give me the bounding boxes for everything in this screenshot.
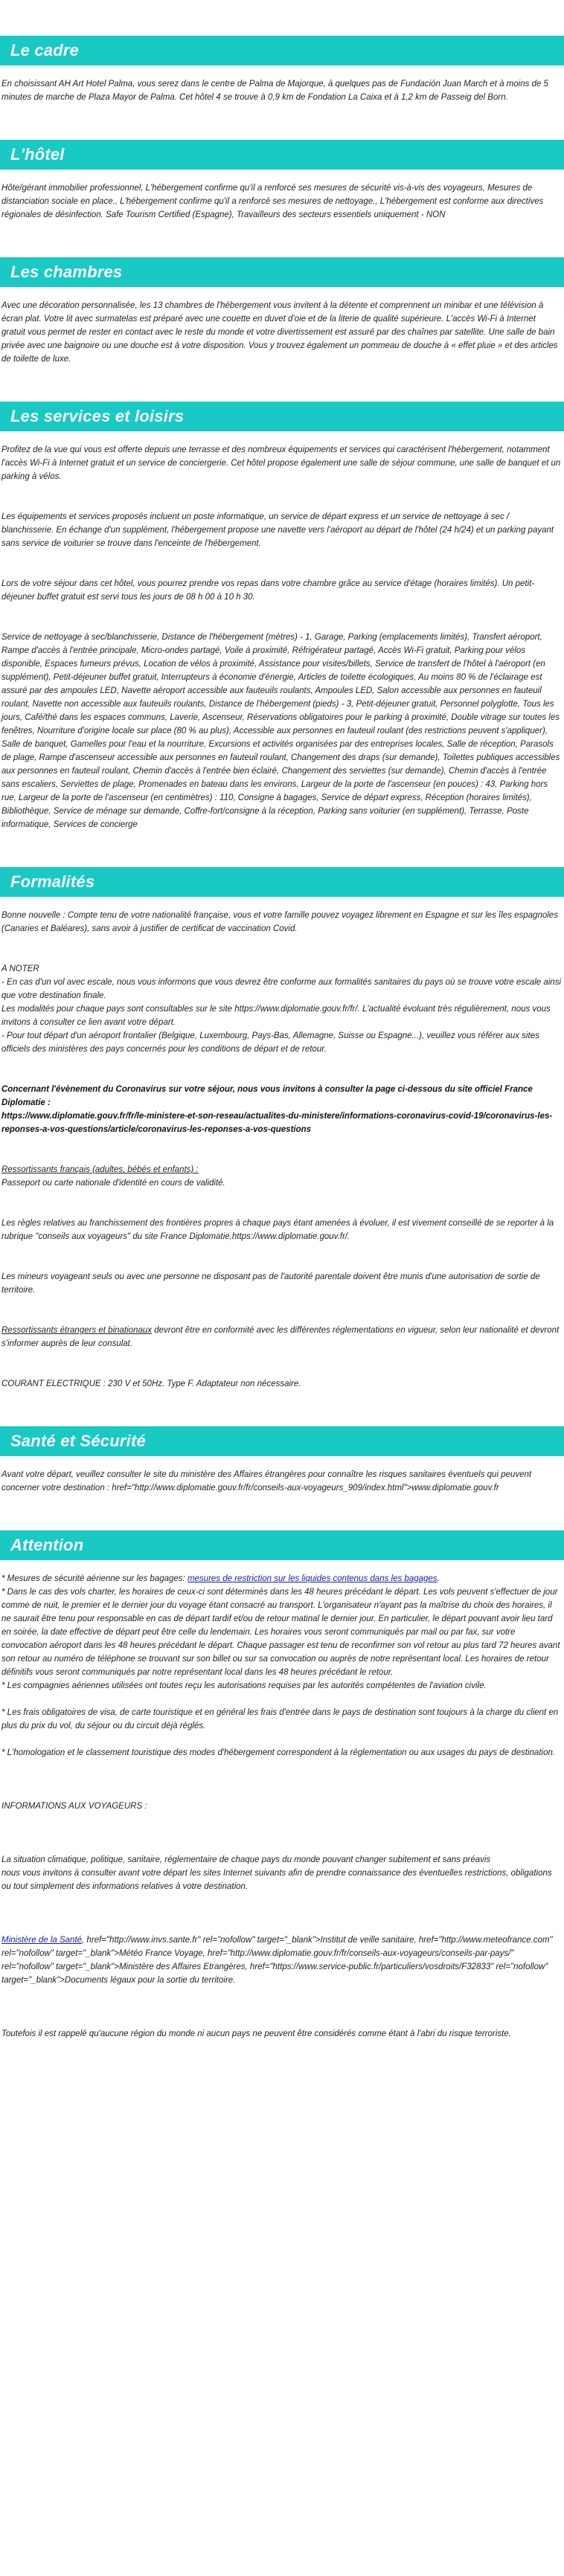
chambres-text: Avec une décoration personnalisée, les 13 chambres de l'hébergement vous invitent à la détente et comprennent un minibar et une télévision à écran plat. Votre lit avec surmatelas est préparé avec une couette en duvet d'oie et de la literie de qualité supérieure. L'accès Wi-Fi à Internet gratuit vous permet de rester en contact avec le reste du monde et votre divertissement est assuré par des chaînes par satellite. Une salle de bain privée avec une baignoire ou une douche est à votre disposition. Vous y trouvez également un pommeau de douche à « effet pluie » et des articles de toilette de luxe. (1, 301, 558, 364)
section-banner (0, 140, 564, 170)
section-banner (0, 867, 564, 897)
note-2: Les modalités pour chaque pays sont consultables sur le site https://www.diplomatie.gouv.fr/fr/. L'actualité évoluant très régulièrement, nous vous invitons à consulter ce lien avant votre départ. (1, 1005, 551, 1027)
services-paragraph-1: Profitez de la vue qui vous est offerte depuis une terrasse et des nombreux équipements et services qui caractérisent l'hébergement, notamment l'accès Wi-Fi à Internet gratuit et un service de conciergerie. Cet hôtel propose également une salle de séjour commune, une salle de banquet et un parking à vélos. (1, 445, 561, 481)
section-banner (0, 402, 564, 431)
minors-text: Les mineurs voyageant seuls ou avec une personne ne disposant pas de l'autorité parentale doivent être munis d'une autorisation de sortie de territoire. (1, 1272, 540, 1295)
accommodation-rating-text: * L'homologation et le classement touristique des modes d'hébergement correspondent à la réglementation ou aux usages du pays de destination. (1, 1748, 556, 1757)
airlines-text: * Les compagnies aériennes utilisées ont toutes reçu les autorisations requises par les autorités compétentes de l'aviation civile. (1, 1681, 487, 1690)
services-paragraph-2: Les équipements et services proposés incluent un poste informatique, un service de départ express et un service de nettoyage à sec / blanchisserie. En échange d'un supplément, l'hébergement propose une navette vers l'aéroport au départ de l'hôtel (24 h/24) et un parking payant sans service de voiturier se trouve dans l'enceinte de l'hébergement. (1, 512, 554, 548)
foreign-nationals-title: Ressortissants étrangers et binationaux (1, 1326, 152, 1335)
border-rules-text: Les règles relatives au franchissement des frontières propres à chaque pays étant amenées à évoluer, il est vivement conseillé de se reporter à la rubrique "conseils aux voyageurs" du site France Diplomatie,https://www.diplomatie.gouv.fr/. (1, 1219, 554, 1241)
foreign-nationals-text (1, 1324, 562, 1350)
formalites-intro: Bonne nouvelle : Compte tenu de votre nationalité française, vous et votre famille pouvez voyagez librement en Espagne et sur les îles espagnoles (Canaries et Baléares), sans avoir à justifier de certificat de vaccination Covid. (1, 911, 558, 933)
section-formalites (0, 867, 564, 1391)
section-title: L'hôtel (10, 145, 65, 164)
section-title: Le cadre (10, 41, 80, 59)
section-banner (0, 1426, 564, 1456)
hotel-text: Hôte/gérant immobilier professionnel, L'hébergement confirme qu'il a renforcé ses mesures de sécurité vis-à-vis des voyageurs, Mesures de distanciation sociale en place., L'hébergement confirme qu'il a renforcé ses mesures de nettoyage., L'hébergement est conforme aux directives régionales de désinfection. Safe Tourism Certified (Espagne), Travailleurs des secteurs essentiels uniquement - NON (1, 184, 544, 219)
note-title: A NOTER (1, 965, 39, 973)
traveler-info-2: nous vous invitons à consulter avant votre départ les sites Internet suivants afin de prendre connaissance des éventuelles restrictions, obligations ou tout simplement des informations relatives à votre destination. (1, 1869, 552, 1891)
foreign-nationals-body: devront être en conformité avec les différentes réglementations en vigueur, selon leur nationalité et devront s'informer auprès de leur consulat. (1, 1326, 560, 1348)
health-ministry-link[interactable]: Ministère de la Santé (1, 1936, 83, 1945)
section-title: Attention (10, 1536, 84, 1554)
terrorism-notice: Toutefois il est rappelé qu'aucune région du monde ni aucun pays ne peuvent être considérés comme étant à l'abri du risque terroriste. (1, 2029, 511, 2038)
section-services (0, 402, 564, 831)
baggage-measures (1, 1572, 562, 1585)
section-cadre (0, 36, 564, 104)
section-banner (0, 1530, 564, 1560)
cadre-text: En choisissant AH Art Hotel Palma, vous serez dans le centre de Palma de Majorque, à quelques pas de Fundación Juan March et à moins de 5 minutes de marche de Plaza Mayor de Palma. Cet hôtel 4 se trouve à 0,9 km de Fondation La Caixa et à 1,2 km de Passeig del Born. (1, 80, 548, 102)
traveler-info-title: INFORMATIONS AUX VOYAGEURS : (1, 1802, 147, 1811)
note-3: - Pour tout départ d'un aéroport frontalier (Belgique, Luxembourg, Pays-Bas, Allemagne, Suisse ou Espagne...), veuillez vous référer aux sites officiels des ministères des pays concernés pour les conditions de départ et de retour. (1, 1031, 539, 1054)
electric-current-text: COURANT ELECTRIQUE : 230 V et 50Hz. Type F. Adaptateur non nécessaire. (1, 1379, 301, 1388)
section-sante (0, 1426, 564, 1495)
note-1: - En cas d'un vol avec escale, nous vous informons que vous devrez être conforme aux formalités sanitaires du pays où se trouve votre escale ainsi que votre destination finale. (1, 978, 561, 1000)
section-hotel (0, 140, 564, 222)
services-paragraph-4: Service de nettoyage à sec/blanchisserie, Distance de l'hébergement (mètres) - 1, Garage, Parking (emplacements limités), Transfert aéroport, Rampe d'accès à l'entrée principale, Micro-ondes partagé, Voile à proximité, Réfrigérateur partagé, Accès Wi-Fi gratuit, Parking pour vélos disponible, Espaces fumeurs prévus, Location de vélos à proximité, Assistance pour visites/billets, Service de transfert de l'hôtel à l'aéroport (en supplément), Petit-déjeuner buffet gratuit, Interrupteurs à économie d'énergie, Articles de toilette écologiques, Au moins 80 % de l'éclairage est assuré par des ampoules LED, Navette aéroport accessible aux fauteuils roulants, Ampoules LED, Salon accessible aux personnes en fauteuil roulant, Navette non accessible aux fauteuils roulants, Distance de l'hébergement (pieds) - 3, Petit-déjeuner gratuit, Personnel polyglotte, Tous les jours, Café/thé dans les espaces communs, Laverie, Ascenseur, Réservations obligatoires pour le parking à proximité, Double vitrage sur toutes les fenêtres, Nourriture d'origine locale sur place (80 % au plus), Accessible aux personnes en fauteuil roulant (des restrictions peuvent s'appliquer), Salle de banquet, Gamelles pour l'eau et la nourriture, Excursions et activités organisées par des entreprises locales, Salle de réception, Parasols de plage, Rampe d'ascenseur accessible aux personnes en fauteuil roulant, Changement des draps (sur demande), Toilettes publiques accessibles aux personnes en fauteuil roulant, Chemin d'accès à l'entrée bien éclairé, Changement des serviettes (sur demande), Chemin d'accès à l'entrée sans escaliers, Serviettes de plage, Promenades en bateau dans les environs, Largeur de la porte de l'ascenseur (en pouces) : 43, Parking hors rue, Largeur de la porte de l'ascenseur (en centimètres) : 110, Consigne à bagages, Service de départ express, Réception (horaires limités), Bibliothèque, Service de ménage sur demande, Coffre-fort/consigne à la réception, Parking sans voiturier (en supplément), Terrasse, Poste informatique, Services de concierge (1, 633, 560, 829)
coronavirus-notice: Concernant l'évènement du Coronavirus sur votre séjour, nous vous invitons à consulter la page ci-dessous du site officiel France Diplomatie : (1, 1085, 533, 1107)
useful-links-rest: , href="http://www.invs.sante.fr" rel="nofollow" target="_blank">Institut de veille sanitaire, href="http://www.meteofrance.com" rel="nofollow" target="_blank">Météo France Voyage, href="http://www.diplomatie.gouv.fr/fr/conseils-aux-voyageurs/conseils-par-pays/" rel="nofollow" target="_blank">Ministère des Affaires Etrangères, href="https://www.service-public.fr/particuliers/vosdroits/F32833" rel="nofollow" target="_blank">Documents légaux pour la sortie du territoire. (1, 1936, 553, 1985)
services-paragraph-3: Lors de votre séjour dans cet hôtel, vous pourrez prendre vos repas dans votre chambre grâce au service d'étage (horaires limités). Un petit-déjeuner buffet gratuit est servi tous les jours de 08 h 00 à 10 h 30. (1, 579, 535, 602)
traveler-info-1: La situation climatique, politique, sanitaire, réglementaire de chaque pays du monde pouvant changer subitement et sans préavis (1, 1855, 491, 1864)
baggage-measures-label: * Mesures de sécurité aérienne sur les bagages: (1, 1574, 188, 1583)
visa-fees-text: * Les frais obligatoires de visa, de carte touristique et en général les frais d'entrée dans le pays de destination sont toujours à la charge du client en plus du prix du vol, du séjour ou du circuit déjà réglés. (1, 1708, 559, 1730)
sante-text: Avant votre départ, veuillez consulter le site du ministère des Affaires étrangères pour connaître les risques sanitaires éventuels qui peuvent concerner votre destination : href="http://www.diplomatie.gouv.fr/fr/conseils-aux-voyageurs_909/index.html">www.diplomatie.gouv.fr (1, 1470, 532, 1493)
page (0, 36, 564, 2063)
coronavirus-url[interactable]: https://www.diplomatie.gouv.fr/fr/le-ministere-et-son-reseau/actualites-du-ministere/informations-coronavirus-covid-19/coronavirus-les-reponses-a-vos-questions/article/coronavirus-les-reponses-a-vos-questions (1, 1112, 553, 1134)
section-banner (0, 36, 564, 65)
charter-flights-text: * Dans le cas des vols charter, les horaires de ceux-ci sont déterminés dans les 48 heures précédant le départ. Les vols peuvent s'effectuer de jour comme de nuit, le premier et le dernier jour du voyage étant consacré au transport. L'organisateur n'ayant pas la maîtrise du choix des horaires, il ne saurait être tenu pour responsable en cas de départ tardif et/ou de retour matinal le dernier jour. En particulier, le départ pouvant avoir lieu tard en soirée, la date effective de départ peut être celle du lendemain. Les horaires vous seront communiqués par mail ou par fax, sur votre convocation aéroport dans les 48 heures précédant le départ. Chaque passager est tenu de reconfirmer son vol retour au plus tard 72 heures avant son retour au numéro de téléphone se trouvant sur son billet ou sur sa convocation ou auprès de notre représentant local. Les horaires de retour définitifs vous seront communiqués par notre représentant local dans les 48 heures précédant le retour. (1, 1588, 560, 1677)
useful-links (1, 1933, 562, 1987)
section-banner (0, 257, 564, 287)
section-title: Les chambres (10, 263, 123, 281)
liquids-restriction-link[interactable]: mesures de restriction sur les liquides contenus dans les bagages (187, 1574, 438, 1583)
baggage-measures-end: . (437, 1574, 440, 1583)
section-title: Formalités (10, 872, 95, 891)
french-nationals-text: Passeport ou carte nationale d'identité en cours de validité. (1, 1179, 225, 1188)
section-chambres (0, 257, 564, 366)
section-title: Les services et loisirs (10, 407, 185, 425)
french-nationals-title: Ressortissants français (adultes, bébés et enfants) : (1, 1165, 199, 1174)
section-attention (0, 1530, 564, 2041)
section-title: Santé et Sécurité (10, 1432, 146, 1450)
